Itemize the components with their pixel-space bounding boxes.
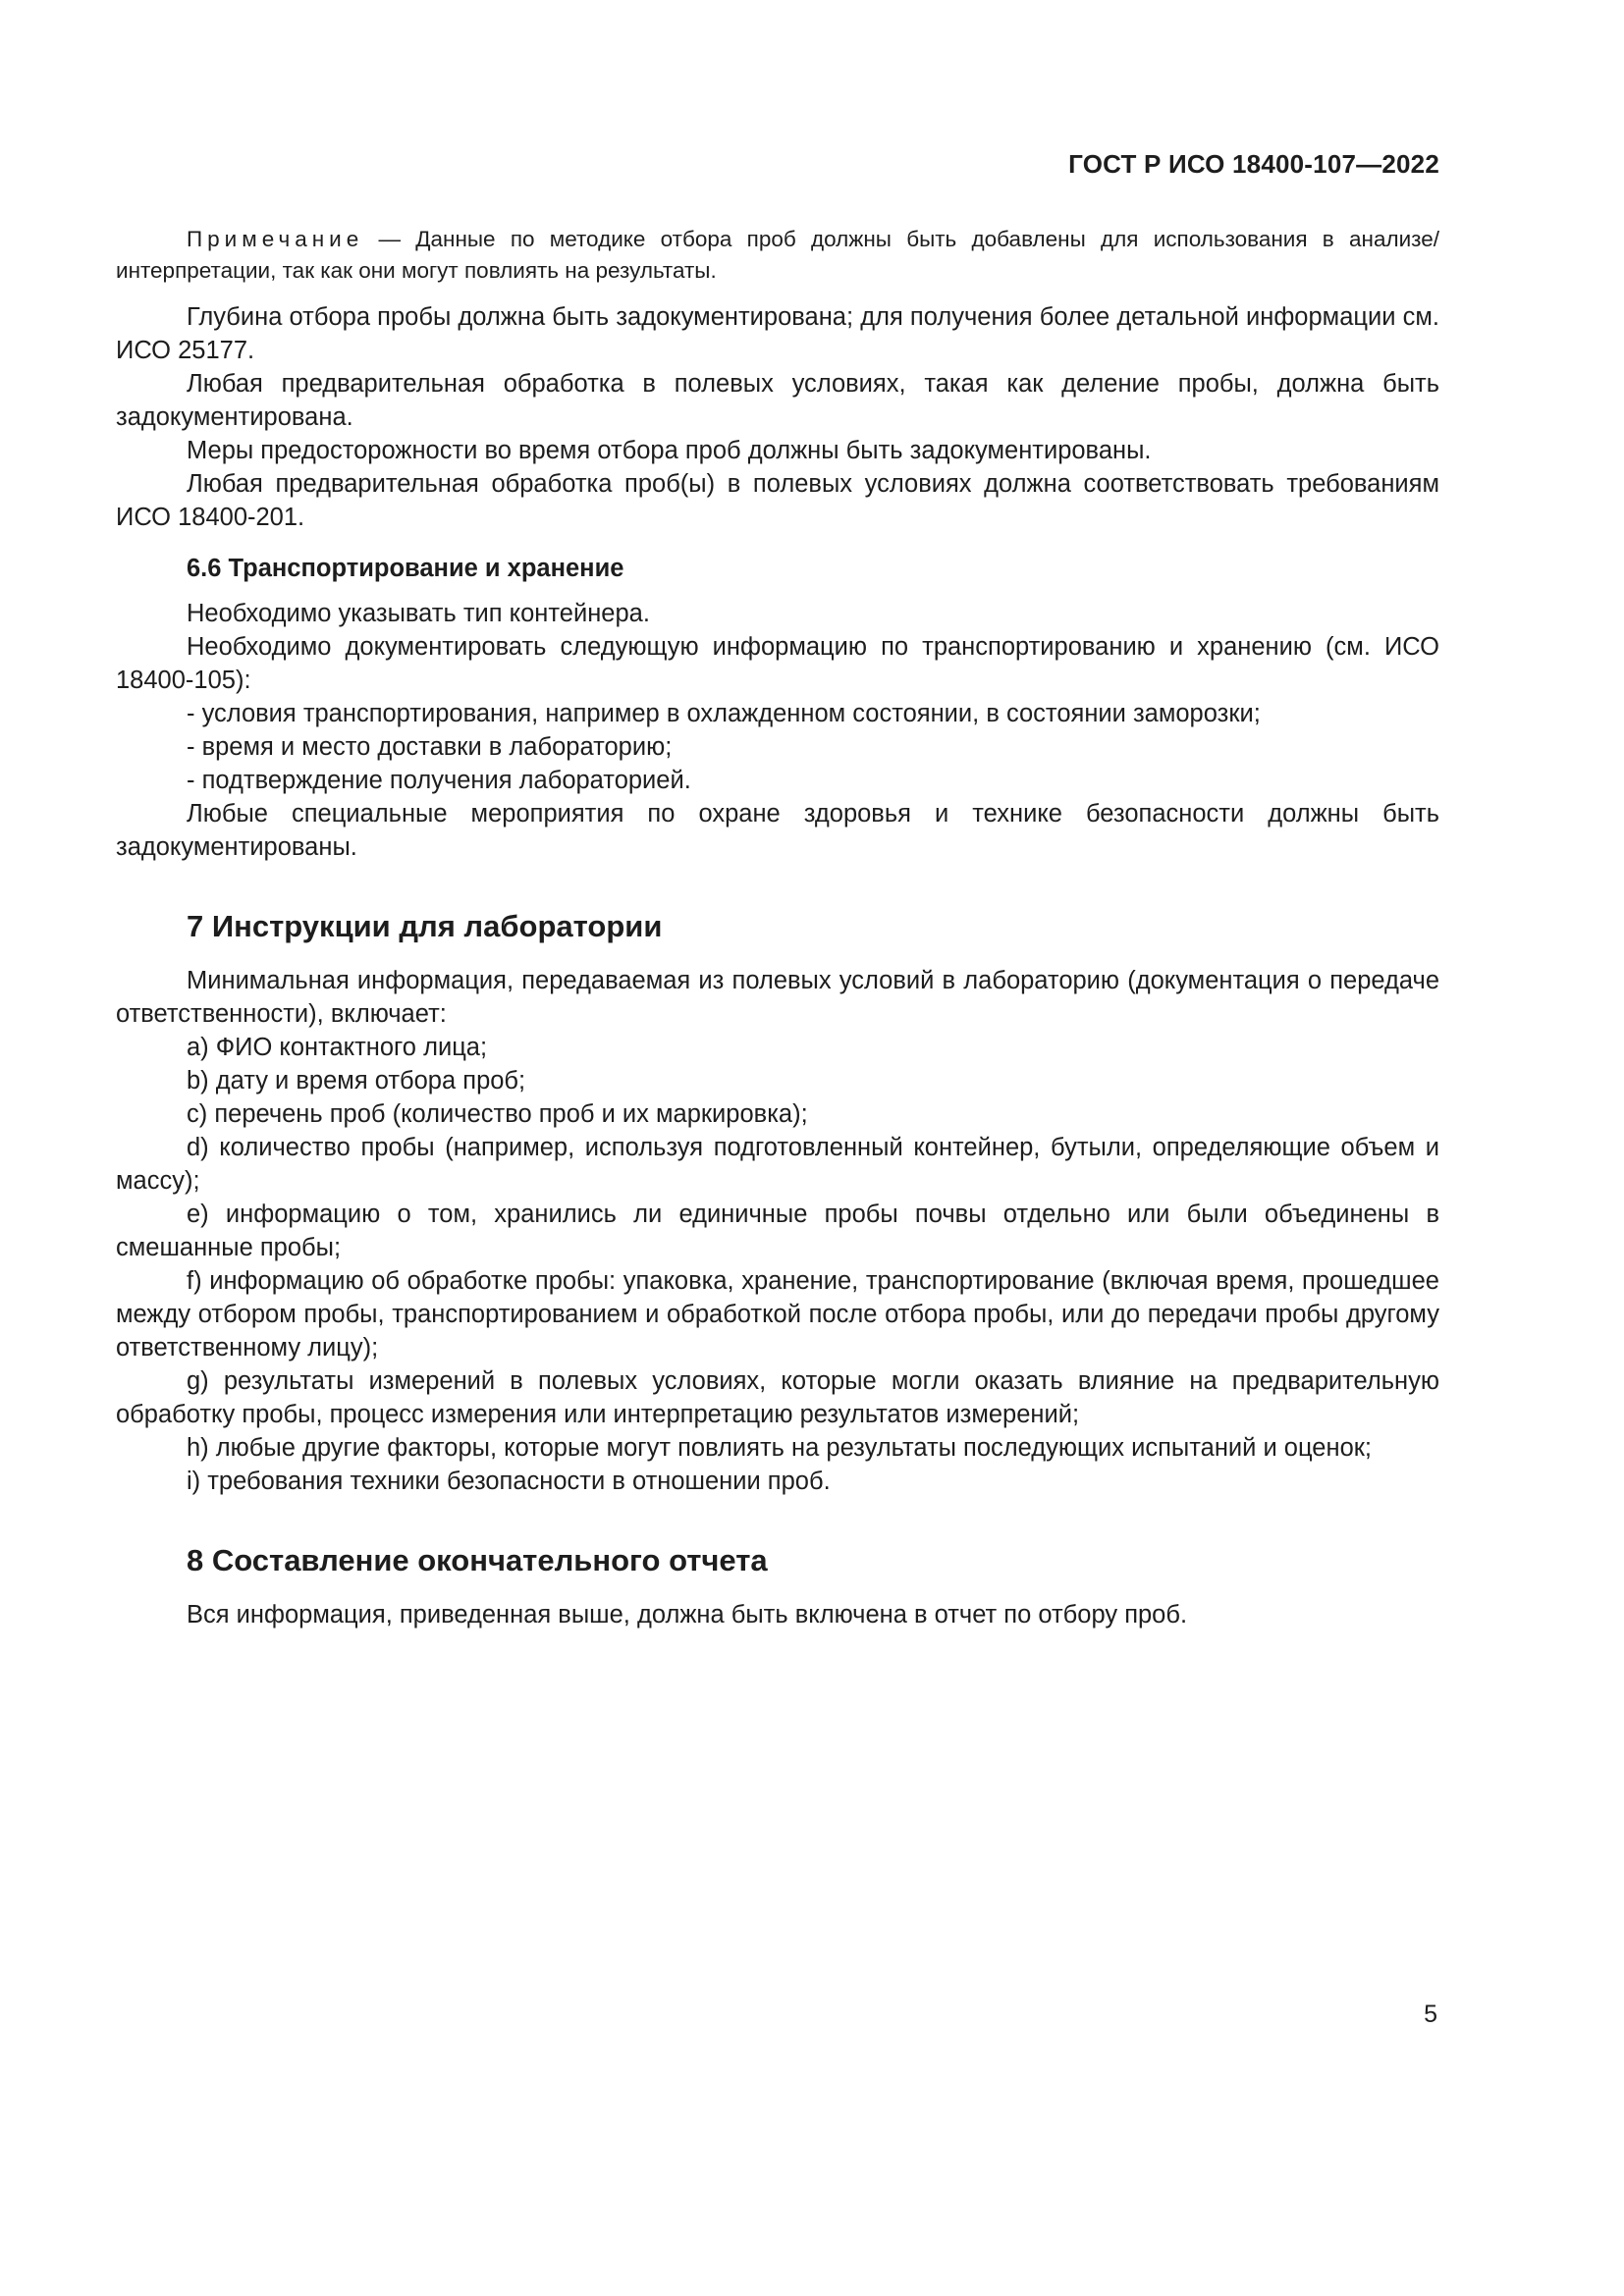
- paragraph: Необходимо указывать тип контейнера.: [187, 600, 650, 627]
- section-heading-7: 7 Инструкции для лаборатории: [187, 909, 663, 943]
- list-item: g) результаты измерений в полевых условиях, которые могли оказать влияние на предварительную обработку пробы, процесс измерения или интерпретацию результатов измерений;: [116, 1367, 1439, 1428]
- paragraph: Любая предварительная обработка проб(ы) в полевых условиях должна соответствовать требованиям ИСО 18400-201.: [116, 470, 1439, 531]
- list-item: - условия транспортирования, например в охлажденном состоянии, в состоянии заморозки;: [187, 700, 1261, 727]
- list-item: f) информацию об обработке пробы: упаковка, хранение, транспортирование (включая время, прошедшее между отбором пробы, транспортированием и обработкой после отбора пробы, или до передачи пробы другому ответственному лицу);: [116, 1267, 1439, 1362]
- paragraph: Любые специальные мероприятия по охране здоровья и технике безопасности должны быть задокументированы.: [116, 800, 1439, 861]
- note-dash: —: [363, 227, 416, 251]
- list-item: e) информацию о том, хранились ли единичные пробы почвы отдельно или были объединены в смешанные пробы;: [116, 1201, 1439, 1261]
- paragraph: Вся информация, приведенная выше, должна быть включена в отчет по отбору проб.: [187, 1601, 1188, 1629]
- page-number: 5: [1424, 2001, 1437, 2028]
- subsection-heading-6-6: 6.6 Транспортирование и хранение: [187, 555, 624, 582]
- list-item: - время и место доставки в лабораторию;: [187, 733, 673, 761]
- list-item: c) перечень проб (количество проб и их маркировка);: [187, 1100, 808, 1128]
- section-heading-8: 8 Составление окончательного отчета: [187, 1543, 768, 1577]
- list-item: - подтверждение получения лабораторией.: [187, 767, 691, 794]
- note-text: Данные по методике отбора проб должны быть добавлены для использования в анализе/интерпретации, так как они могут повлиять на результаты.: [116, 227, 1439, 283]
- paragraph: Любая предварительная обработка в полевых условиях, такая как деление пробы, должна быть задокументирована.: [116, 370, 1439, 431]
- paragraph: Меры предосторожности во время отбора проб должны быть задокументированы.: [187, 437, 1152, 464]
- list-item: b) дату и время отбора проб;: [187, 1067, 526, 1095]
- list-item: i) требования техники безопасности в отношении проб.: [187, 1468, 831, 1495]
- note-label: Примечание: [187, 227, 364, 251]
- list-item: h) любые другие факторы, которые могут повлиять на результаты последующих испытаний и оценок;: [187, 1434, 1372, 1462]
- note-paragraph: [116, 224, 1439, 287]
- list-item: d) количество пробы (например, используя подготовленный контейнер, бутыли, определяющие объем и массу);: [116, 1134, 1439, 1195]
- list-item: a) ФИО контактного лица;: [187, 1034, 488, 1061]
- paragraph: Глубина отбора пробы должна быть задокументирована; для получения более детальной информации см. ИСО 25177.: [116, 303, 1439, 364]
- document-header: ГОСТ Р ИСО 18400-107—2022: [1068, 149, 1439, 179]
- document-body: [116, 224, 1439, 1631]
- paragraph: Необходимо документировать следующую информацию по транспортированию и хранению (см. ИСО 18400-105):: [116, 633, 1439, 694]
- paragraph: Минимальная информация, передаваемая из полевых условий в лабораторию (документация о передаче ответственности), включает:: [116, 967, 1439, 1028]
